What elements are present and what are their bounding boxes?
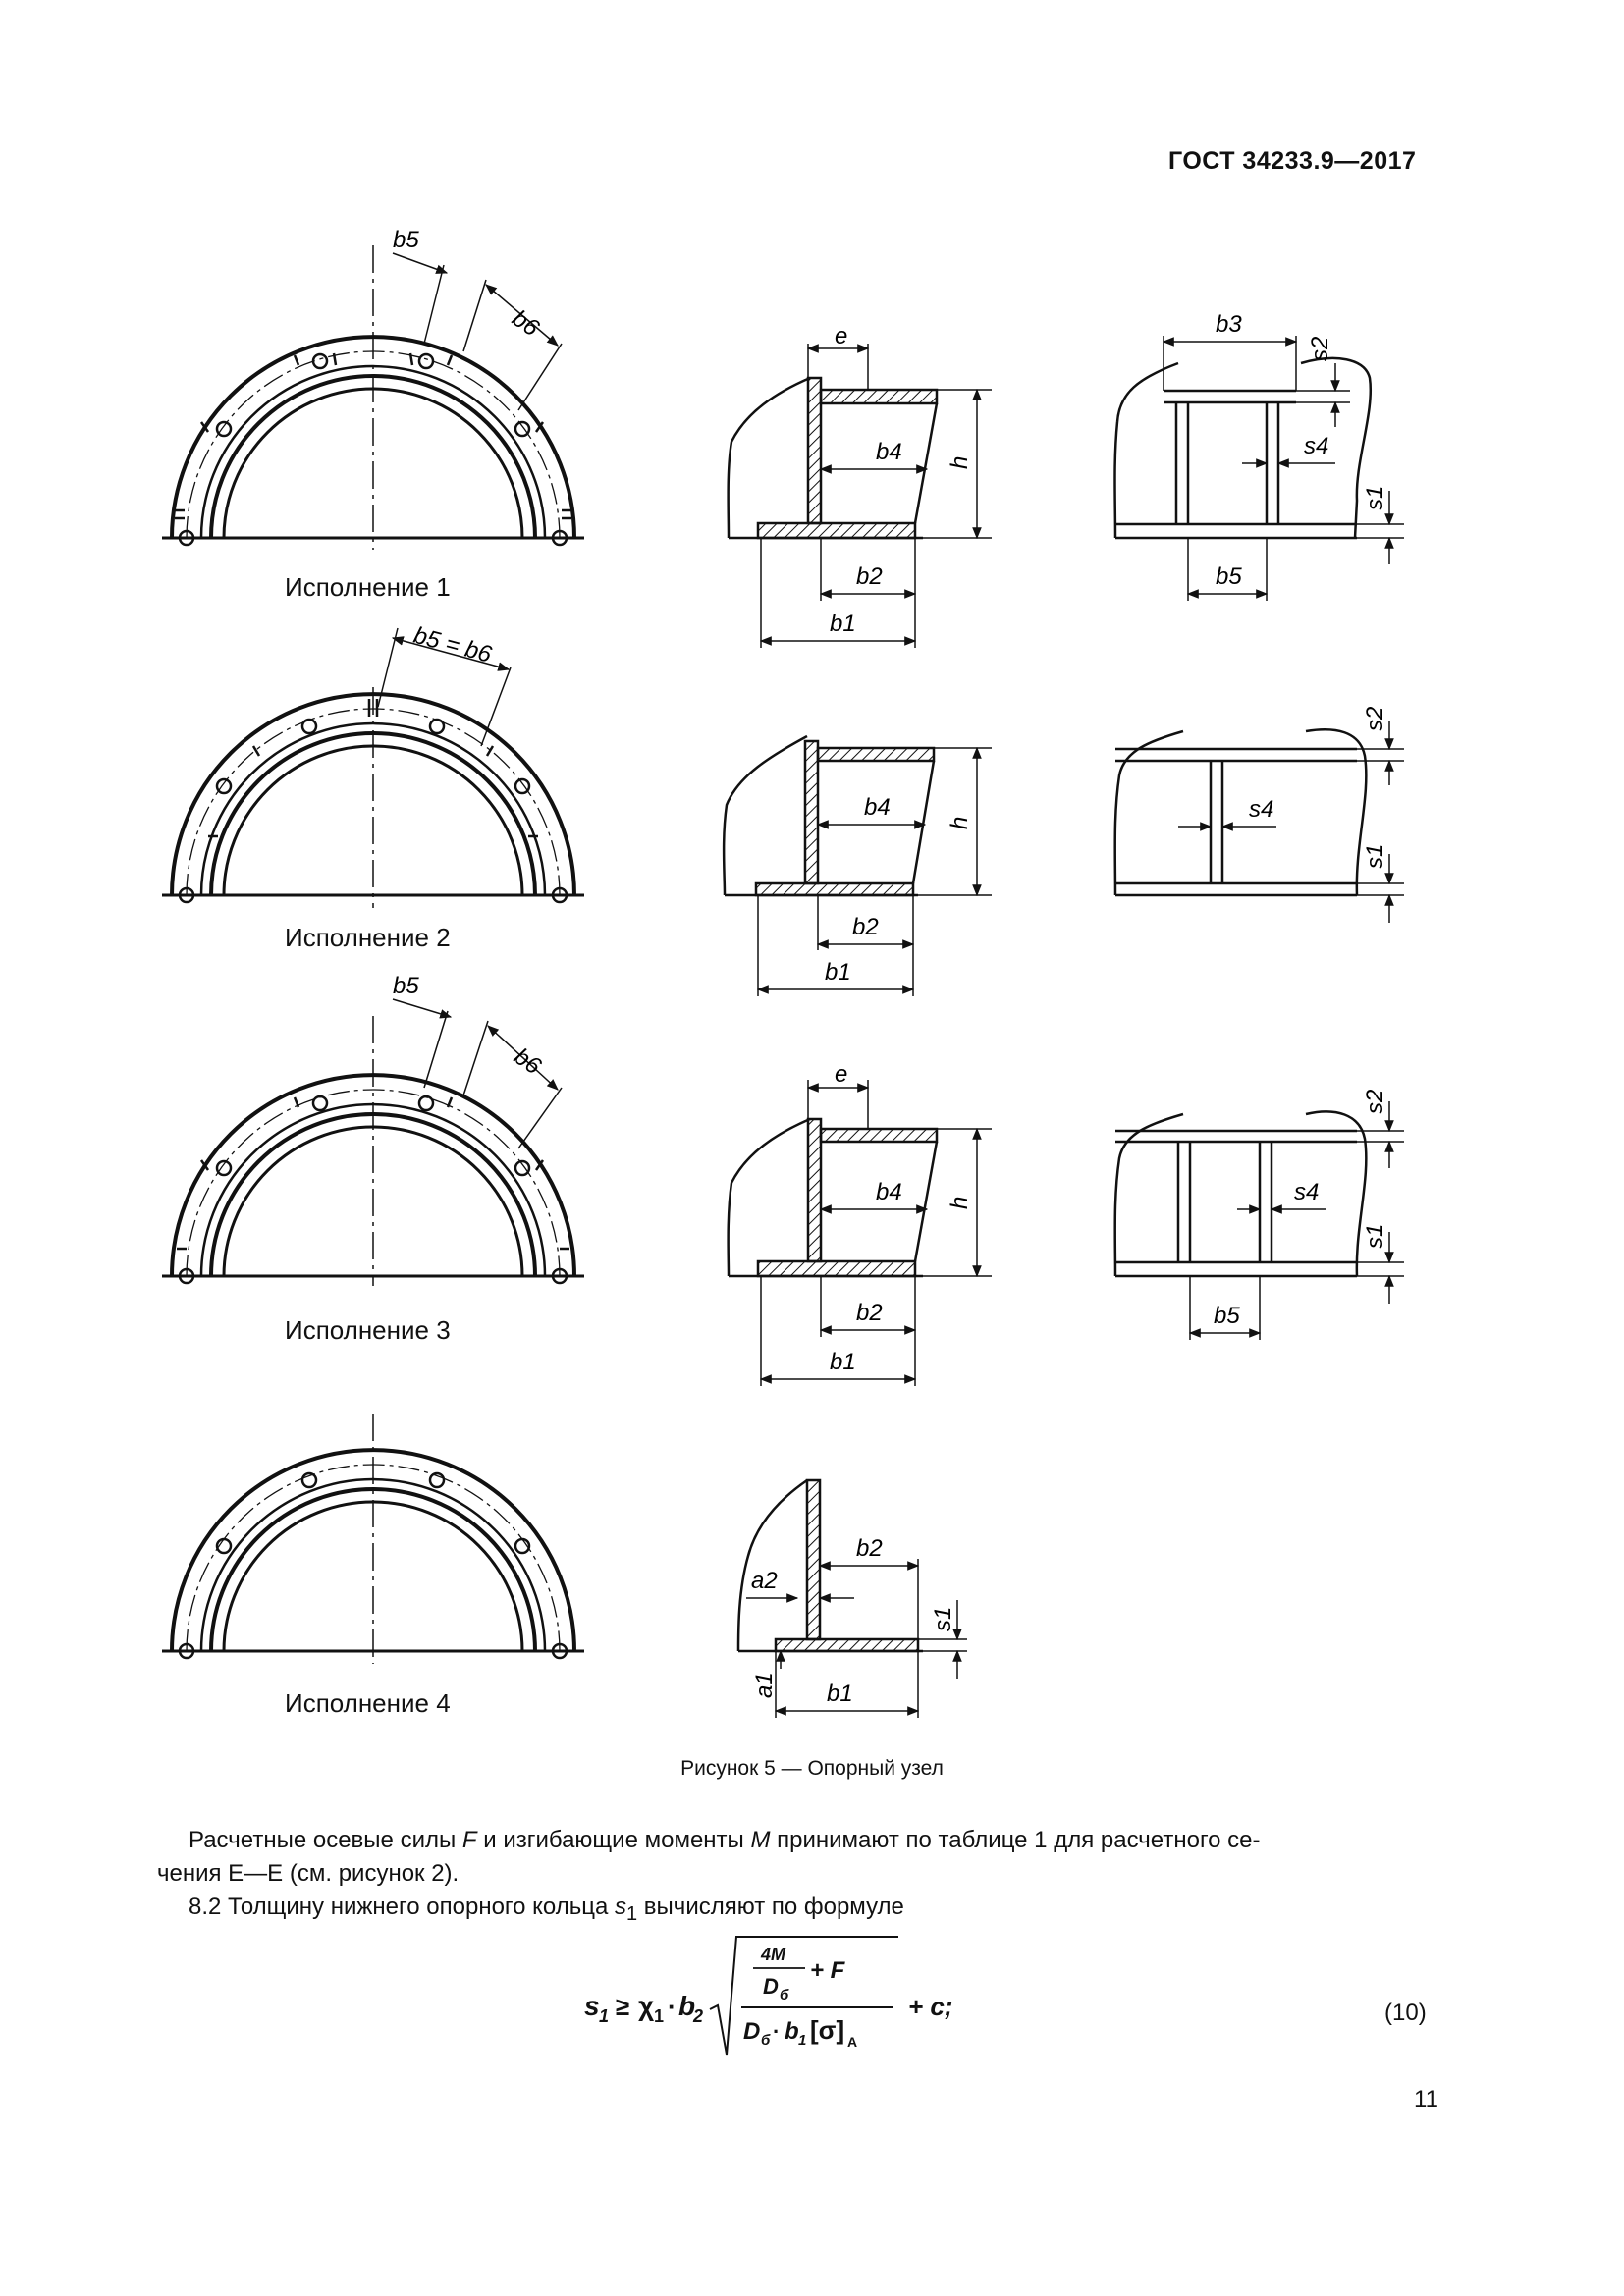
p1-text-b: и изгибающие моменты [476, 1827, 751, 1853]
ring-variant-3 [162, 999, 584, 1286]
p2-var-s-sub: 1 [626, 1902, 638, 1925]
dim-b2-v1: b2 [856, 563, 883, 590]
dim-s4-v1: s4 [1304, 433, 1329, 459]
p2-text-a: 8.2 Толщину нижнего опорного кольца [189, 1894, 616, 1920]
formula-lhs: s [584, 1991, 600, 2021]
section-variant-2 [724, 736, 992, 996]
formula-number: (10) [1384, 2000, 1427, 2026]
formula-10 [584, 1929, 997, 2066]
dim-b4-v1: b4 [876, 439, 902, 465]
p1-text-c: принимают по таблице 1 для расчетного се- [770, 1827, 1261, 1853]
variant-label-2: Исполнение 2 [285, 923, 451, 952]
ring-variant-2 [162, 628, 584, 908]
dim-h-v2: h [947, 816, 973, 829]
p1-line-2: чения Е—Е (см. рисунок 2). [157, 1860, 460, 1887]
formula-sigma-sub: A [847, 2034, 858, 2050]
formula-num-plus: + F [810, 1957, 845, 1984]
formula-den-b: b [785, 2018, 799, 2045]
dim-b6-v1: b6 [507, 304, 544, 343]
variant-label-4: Исполнение 4 [285, 1688, 451, 1718]
dim-b1-v2: b1 [825, 959, 851, 986]
document-header: ГОСТ 34233.9—2017 [1168, 147, 1417, 175]
dim-s2-v3: s2 [1362, 1089, 1388, 1114]
section-variant-3 [729, 1080, 992, 1386]
ring-variant-1 [162, 245, 584, 550]
section-variant-1 [729, 344, 992, 648]
dim-b4-v3: b4 [876, 1179, 902, 1205]
formula-den: D [743, 2018, 761, 2045]
p2-text-b: вычисляют по формуле [637, 1894, 904, 1920]
dim-b1-v1: b1 [830, 611, 856, 637]
dim-b5-v1: b5 [393, 227, 419, 253]
dim-s1-v2: s1 [1362, 843, 1388, 869]
dim-b1-v4: b1 [827, 1681, 853, 1707]
dim-b1-v3: b1 [830, 1349, 856, 1375]
dim-s1-v3: s1 [1362, 1223, 1388, 1249]
page-number: 11 [1414, 2086, 1438, 2112]
p1-text-a: Расчетные осевые силы [189, 1827, 462, 1853]
dim-b5-top-v3: b5 [1214, 1303, 1240, 1329]
p2-var-s: s [615, 1894, 627, 1920]
p1-var-F: F [461, 1827, 477, 1853]
dim-a1: a1 [751, 1672, 778, 1698]
formula-chi-sub: 1 [654, 2006, 665, 2026]
dim-b6-v3: b6 [509, 1042, 546, 1081]
formula-num-den: D [763, 1974, 779, 1999]
formula-den-b-sub: 1 [798, 2032, 807, 2049]
paragraph-forces [157, 1824, 1435, 1891]
formula-b2: b [678, 1991, 696, 2021]
dim-b5-top-v1: b5 [1216, 563, 1242, 590]
dim-s2-v2: s2 [1362, 706, 1388, 731]
formula-tail: + c; [908, 1992, 953, 2021]
formula-den-sub: б [761, 2032, 771, 2049]
dim-b2-v4: b2 [856, 1535, 883, 1562]
formula-num-den-sub: б [780, 1987, 789, 2003]
dim-s1-v4: s1 [930, 1606, 956, 1631]
dim-b2-v3: b2 [856, 1300, 883, 1326]
formula-b2-sub: 2 [693, 2006, 704, 2026]
ring-variant-4 [162, 1414, 584, 1664]
variant-label-3: Исполнение 3 [285, 1315, 451, 1345]
dim-a2: a2 [751, 1568, 778, 1594]
formula-geq: ≥ [616, 1992, 630, 2021]
formula-num-top: 4M [761, 1945, 786, 1964]
dim-h-v3: h [947, 1196, 973, 1209]
dim-s2-v1: s2 [1307, 336, 1333, 361]
dim-s4-v2: s4 [1249, 796, 1274, 823]
dim-e-v1: e [835, 323, 848, 349]
formula-chi: χ [638, 1991, 655, 2021]
topview-variant-3 [1115, 1101, 1404, 1340]
dim-b5-v3: b5 [393, 973, 419, 999]
dim-b2-v2: b2 [852, 914, 879, 940]
dim-b3: b3 [1216, 311, 1242, 338]
dim-h-v1: h [947, 455, 973, 469]
svg-text:·: · [773, 2019, 781, 2044]
variant-label-1: Исполнение 1 [285, 572, 451, 602]
dim-b4-v2: b4 [864, 794, 891, 821]
figure-caption: Рисунок 5 — Опорный узел [680, 1757, 944, 1780]
paragraph-8-2 [189, 1891, 1435, 1931]
dim-s4-v3: s4 [1294, 1179, 1320, 1205]
dim-b5-eq-b6: b5 = b6 [410, 621, 495, 668]
topview-variant-1 [1115, 336, 1405, 601]
dim-e-v3: e [835, 1061, 848, 1088]
svg-text:·: · [668, 1992, 677, 2021]
formula-lhs-sub: 1 [599, 2006, 610, 2026]
dim-s1-v1: s1 [1362, 485, 1388, 510]
formula-sigma: [σ] [810, 2015, 845, 2045]
p1-var-M: M [750, 1827, 771, 1853]
